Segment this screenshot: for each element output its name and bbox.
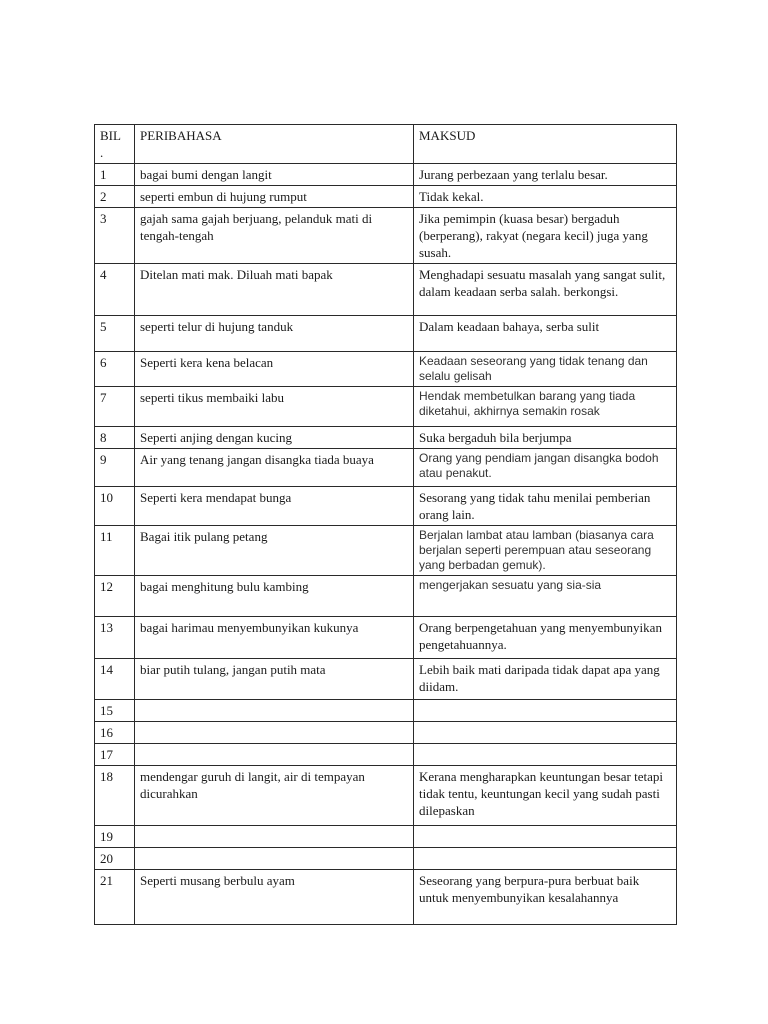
header-peribahasa: PERIBAHASA bbox=[135, 125, 414, 164]
maksud-cell: Keadaan seseorang yang tidak tenang dan selalu gelisah bbox=[414, 352, 677, 387]
table-row bbox=[95, 617, 677, 659]
maksud-cell: Tidak kekal. bbox=[414, 186, 677, 208]
maksud-cell: Kerana mengharapkan keuntungan besar tetapi tidak tentu, keuntungan kecil yang sudah pasti dilepaskan bbox=[414, 766, 677, 826]
row-number: 19 bbox=[95, 826, 135, 848]
row-number: 17 bbox=[95, 744, 135, 766]
row-number: 16 bbox=[95, 722, 135, 744]
maksud-cell bbox=[414, 700, 677, 722]
peribahasa-cell: gajah sama gajah berjuang, pelanduk mati di tengah-tengah bbox=[135, 208, 414, 264]
row-number: 15 bbox=[95, 700, 135, 722]
table-row bbox=[95, 826, 677, 848]
table-header-row bbox=[95, 125, 677, 164]
row-number: 6 bbox=[95, 352, 135, 387]
table-row bbox=[95, 487, 677, 526]
row-number: 10 bbox=[95, 487, 135, 526]
table-row bbox=[95, 722, 677, 744]
row-number: 3 bbox=[95, 208, 135, 264]
table-row bbox=[95, 316, 677, 352]
peribahasa-cell: seperti embun di hujung rumput bbox=[135, 186, 414, 208]
maksud-cell bbox=[414, 722, 677, 744]
table-row bbox=[95, 526, 677, 576]
peribahasa-cell: Air yang tenang jangan disangka tiada buaya bbox=[135, 449, 414, 487]
row-number: 20 bbox=[95, 848, 135, 870]
header-bil: BIL . bbox=[95, 125, 135, 164]
row-number: 9 bbox=[95, 449, 135, 487]
row-number: 14 bbox=[95, 659, 135, 700]
maksud-cell bbox=[414, 744, 677, 766]
peribahasa-cell bbox=[135, 700, 414, 722]
maksud-cell: Lebih baik mati daripada tidak dapat apa yang diidam. bbox=[414, 659, 677, 700]
row-number: 8 bbox=[95, 427, 135, 449]
peribahasa-cell bbox=[135, 826, 414, 848]
table-row bbox=[95, 264, 677, 316]
peribahasa-cell: seperti tikus membaiki labu bbox=[135, 387, 414, 427]
peribahasa-cell: bagai bumi dengan langit bbox=[135, 164, 414, 186]
row-number: 5 bbox=[95, 316, 135, 352]
peribahasa-cell bbox=[135, 848, 414, 870]
row-number: 12 bbox=[95, 576, 135, 617]
table-row bbox=[95, 744, 677, 766]
maksud-cell: Seseorang yang berpura-pura berbuat baik untuk menyembunyikan kesalahannya bbox=[414, 870, 677, 925]
header-maksud: MAKSUD bbox=[414, 125, 677, 164]
peribahasa-cell: Bagai itik pulang petang bbox=[135, 526, 414, 576]
maksud-cell bbox=[414, 848, 677, 870]
peribahasa-table bbox=[94, 124, 677, 925]
peribahasa-cell: bagai menghitung bulu kambing bbox=[135, 576, 414, 617]
table-row bbox=[95, 427, 677, 449]
peribahasa-cell: seperti telur di hujung tanduk bbox=[135, 316, 414, 352]
table-row bbox=[95, 848, 677, 870]
maksud-cell: Menghadapi sesuatu masalah yang sangat sulit, dalam keadaan serba salah. berkongsi. bbox=[414, 264, 677, 316]
peribahasa-cell: Seperti anjing dengan kucing bbox=[135, 427, 414, 449]
maksud-cell: Orang berpengetahuan yang menyembunyikan pengetahuannya. bbox=[414, 617, 677, 659]
table-row bbox=[95, 766, 677, 826]
peribahasa-cell bbox=[135, 744, 414, 766]
row-number: 4 bbox=[95, 264, 135, 316]
maksud-cell: Berjalan lambat atau lamban (biasanya cara berjalan seperti perempuan atau seseorang yang berbadan gemuk). bbox=[414, 526, 677, 576]
maksud-cell: mengerjakan sesuatu yang sia-sia bbox=[414, 576, 677, 617]
maksud-cell bbox=[414, 826, 677, 848]
table-row bbox=[95, 700, 677, 722]
table-row bbox=[95, 186, 677, 208]
maksud-cell: Jika pemimpin (kuasa besar) bergaduh (berperang), rakyat (negara kecil) juga yang susah. bbox=[414, 208, 677, 264]
maksud-cell: Suka bergaduh bila berjumpa bbox=[414, 427, 677, 449]
table-row bbox=[95, 576, 677, 617]
table-row bbox=[95, 449, 677, 487]
peribahasa-cell: bagai harimau menyembunyikan kukunya bbox=[135, 617, 414, 659]
table-row bbox=[95, 387, 677, 427]
table-row bbox=[95, 870, 677, 925]
row-number: 11 bbox=[95, 526, 135, 576]
row-number: 7 bbox=[95, 387, 135, 427]
row-number: 21 bbox=[95, 870, 135, 925]
row-number: 13 bbox=[95, 617, 135, 659]
maksud-cell: Orang yang pendiam jangan disangka bodoh atau penakut. bbox=[414, 449, 677, 487]
peribahasa-cell: Ditelan mati mak. Diluah mati bapak bbox=[135, 264, 414, 316]
maksud-cell: Sesorang yang tidak tahu menilai pemberian orang lain. bbox=[414, 487, 677, 526]
table-row bbox=[95, 659, 677, 700]
row-number: 1 bbox=[95, 164, 135, 186]
row-number: 18 bbox=[95, 766, 135, 826]
peribahasa-cell: biar putih tulang, jangan putih mata bbox=[135, 659, 414, 700]
table-row bbox=[95, 352, 677, 387]
row-number: 2 bbox=[95, 186, 135, 208]
maksud-cell: Hendak membetulkan barang yang tiada diketahui, akhirnya semakin rosak bbox=[414, 387, 677, 427]
table-row bbox=[95, 164, 677, 186]
peribahasa-cell: Seperti kera kena belacan bbox=[135, 352, 414, 387]
maksud-cell: Dalam keadaan bahaya, serba sulit bbox=[414, 316, 677, 352]
peribahasa-cell: mendengar guruh di langit, air di tempayan dicurahkan bbox=[135, 766, 414, 826]
peribahasa-cell: Seperti musang berbulu ayam bbox=[135, 870, 414, 925]
maksud-cell: Jurang perbezaan yang terlalu besar. bbox=[414, 164, 677, 186]
peribahasa-cell bbox=[135, 722, 414, 744]
peribahasa-cell: Seperti kera mendapat bunga bbox=[135, 487, 414, 526]
table-row bbox=[95, 208, 677, 264]
